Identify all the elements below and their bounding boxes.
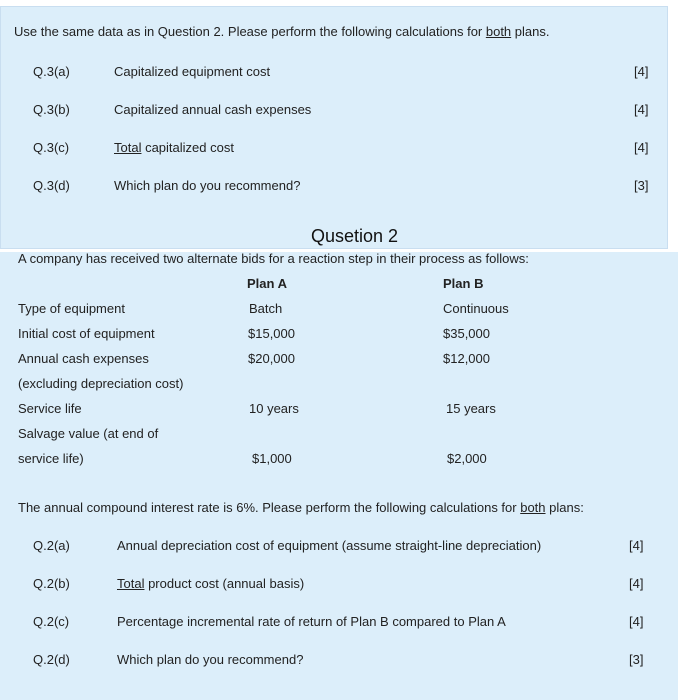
- row-plan-b-salvage: $2,000: [447, 451, 487, 466]
- q3b-text: Capitalized annual cash expenses: [114, 102, 312, 117]
- q2b-marks: [4]: [629, 576, 644, 591]
- q3c-text: Total capitalized cost: [114, 140, 234, 155]
- question-3-intro: Use the same data as in Question 2. Please perform the following calculations for both plans.: [14, 24, 550, 39]
- row-label-initial-cost: Initial cost of equipment: [18, 326, 155, 341]
- row-label-excluding-depreciation: (excluding depreciation cost): [18, 376, 184, 391]
- q2d-marks: [3]: [629, 652, 644, 667]
- q3b-number: Q.3(b): [33, 102, 70, 117]
- q3c-number: Q.3(c): [33, 140, 70, 155]
- row-plan-a-annual-expenses: $20,000: [248, 351, 295, 366]
- question-3-panel: [0, 6, 668, 249]
- q3a-text: Capitalized equipment cost: [114, 64, 271, 79]
- row-plan-a-type: Batch: [249, 301, 283, 316]
- question-2-panel: [0, 252, 678, 700]
- row-label-service-life-end: service life): [18, 451, 84, 466]
- row-plan-a-salvage: $1,000: [252, 451, 292, 466]
- q3d-text: Which plan do you recommend?: [114, 178, 301, 193]
- q2b-number: Q.2(b): [33, 576, 70, 591]
- row-label-service-life: Service life: [18, 401, 82, 416]
- q3d-marks: [3]: [634, 178, 649, 193]
- interest-rate-statement: The annual compound interest rate is 6%. Please perform the following calculations for both plans:: [18, 500, 584, 515]
- plan-b-header: Plan B: [443, 276, 484, 291]
- q2c-number: Q.2(c): [33, 614, 70, 629]
- row-label-type: Type of equipment: [18, 301, 125, 316]
- row-plan-b-initial-cost: $35,000: [443, 326, 490, 341]
- row-plan-a-service-life: 10 years: [249, 401, 299, 416]
- plan-a-header: Plan A: [247, 276, 287, 291]
- q2a-number: Q.2(a): [33, 538, 70, 553]
- q2a-text: Annual depreciation cost of equipment (assume straight-line depreciation): [117, 538, 542, 553]
- question-2-intro: A company has received two alternate bids for a reaction step in their process as follows:: [18, 251, 529, 266]
- q3a-number: Q.3(a): [33, 64, 70, 79]
- q2b-text: Total product cost (annual basis): [117, 576, 305, 591]
- q2d-text: Which plan do you recommend?: [117, 652, 304, 667]
- q3a-marks: [4]: [634, 64, 649, 79]
- row-plan-b-type: Continuous: [443, 301, 509, 316]
- q3c-marks: [4]: [634, 140, 649, 155]
- row-plan-b-annual-expenses: $12,000: [443, 351, 490, 366]
- question-2-title: Qusetion 2: [311, 226, 399, 246]
- q2d-number: Q.2(d): [33, 652, 70, 667]
- q2a-marks: [4]: [629, 538, 644, 553]
- q3d-number: Q.3(d): [33, 178, 70, 193]
- row-plan-a-initial-cost: $15,000: [248, 326, 295, 341]
- row-label-salvage-value: Salvage value (at end of: [18, 426, 159, 441]
- q2c-text: Percentage incremental rate of return of Plan B compared to Plan A: [117, 614, 506, 629]
- q2c-marks: [4]: [629, 614, 644, 629]
- q3b-marks: [4]: [634, 102, 649, 117]
- row-plan-b-service-life: 15 years: [446, 401, 496, 416]
- row-label-annual-expenses: Annual cash expenses: [18, 351, 149, 366]
